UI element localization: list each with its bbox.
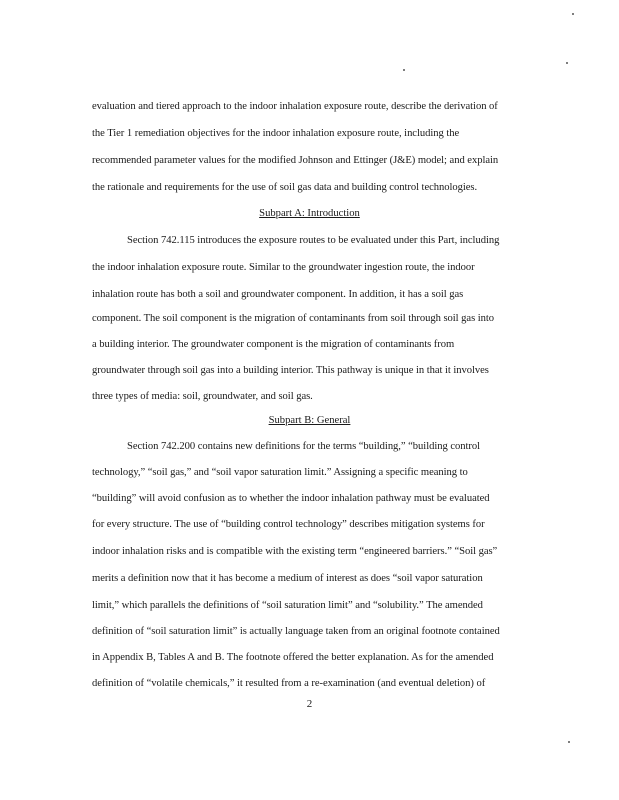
body-line: for every structure. The use of “building control technology” describes mitigation systems for bbox=[92, 519, 485, 530]
body-line: groundwater through soil gas into a building interior. This pathway is unique in that it involves bbox=[92, 365, 489, 376]
subpart-a-heading: Subpart A: Introduction bbox=[259, 208, 360, 219]
scan-speck bbox=[572, 13, 574, 15]
scan-speck bbox=[403, 69, 405, 71]
body-line: definition of “volatile chemicals,” it resulted from a re-examination (and eventual deletion) of bbox=[92, 678, 486, 689]
body-line: component. The soil component is the migration of contaminants from soil through soil gas into bbox=[92, 313, 495, 324]
page-number: 2 bbox=[306, 698, 313, 710]
body-line: technology,” “soil gas,” and “soil vapor saturation limit.” Assigning a specific meaning to bbox=[92, 467, 468, 478]
body-line: inhalation route has both a soil and groundwater component. In addition, it has a soil gas bbox=[92, 289, 464, 300]
body-line: limit,” which parallels the definitions of “soil saturation limit” and “solubility.” The amended bbox=[92, 600, 483, 611]
body-line: evaluation and tiered approach to the indoor inhalation exposure route, describe the derivation of bbox=[92, 101, 498, 112]
body-line: a building interior. The groundwater component is the migration of contaminants from bbox=[92, 339, 455, 350]
body-line: indoor inhalation risks and is compatible with the existing term “engineered barriers.” “Soil gas” bbox=[92, 546, 498, 557]
subpart-b-heading: Subpart B: General bbox=[268, 415, 351, 426]
body-line: the rationale and requirements for the use of soil gas data and building control technologies. bbox=[92, 182, 478, 193]
body-line: recommended parameter values for the modified Johnson and Ettinger (J&E) model; and explain bbox=[92, 155, 499, 166]
body-line: Section 742.115 introduces the exposure routes to be evaluated under this Part, including bbox=[127, 235, 500, 246]
scan-speck bbox=[568, 741, 570, 743]
body-line: merits a definition now that it has become a medium of interest as does “soil vapor saturation bbox=[92, 573, 483, 584]
body-line: three types of media: soil, groundwater, and soil gas. bbox=[92, 391, 313, 402]
body-line: definition of “soil saturation limit” is actually language taken from an original footnote contained bbox=[92, 626, 500, 637]
body-line: Section 742.200 contains new definitions for the terms “building,” “building control bbox=[127, 441, 480, 452]
body-line: the indoor inhalation exposure route. Similar to the groundwater ingestion route, the indoor bbox=[92, 262, 475, 273]
body-line: the Tier 1 remediation objectives for the indoor inhalation exposure route, including the bbox=[92, 128, 460, 139]
body-line: “building” will avoid confusion as to whether the indoor inhalation pathway must be evaluated bbox=[92, 493, 490, 504]
body-line: in Appendix B, Tables A and B. The footnote offered the better explanation. As for the amended bbox=[92, 652, 494, 663]
scan-speck bbox=[566, 62, 568, 64]
